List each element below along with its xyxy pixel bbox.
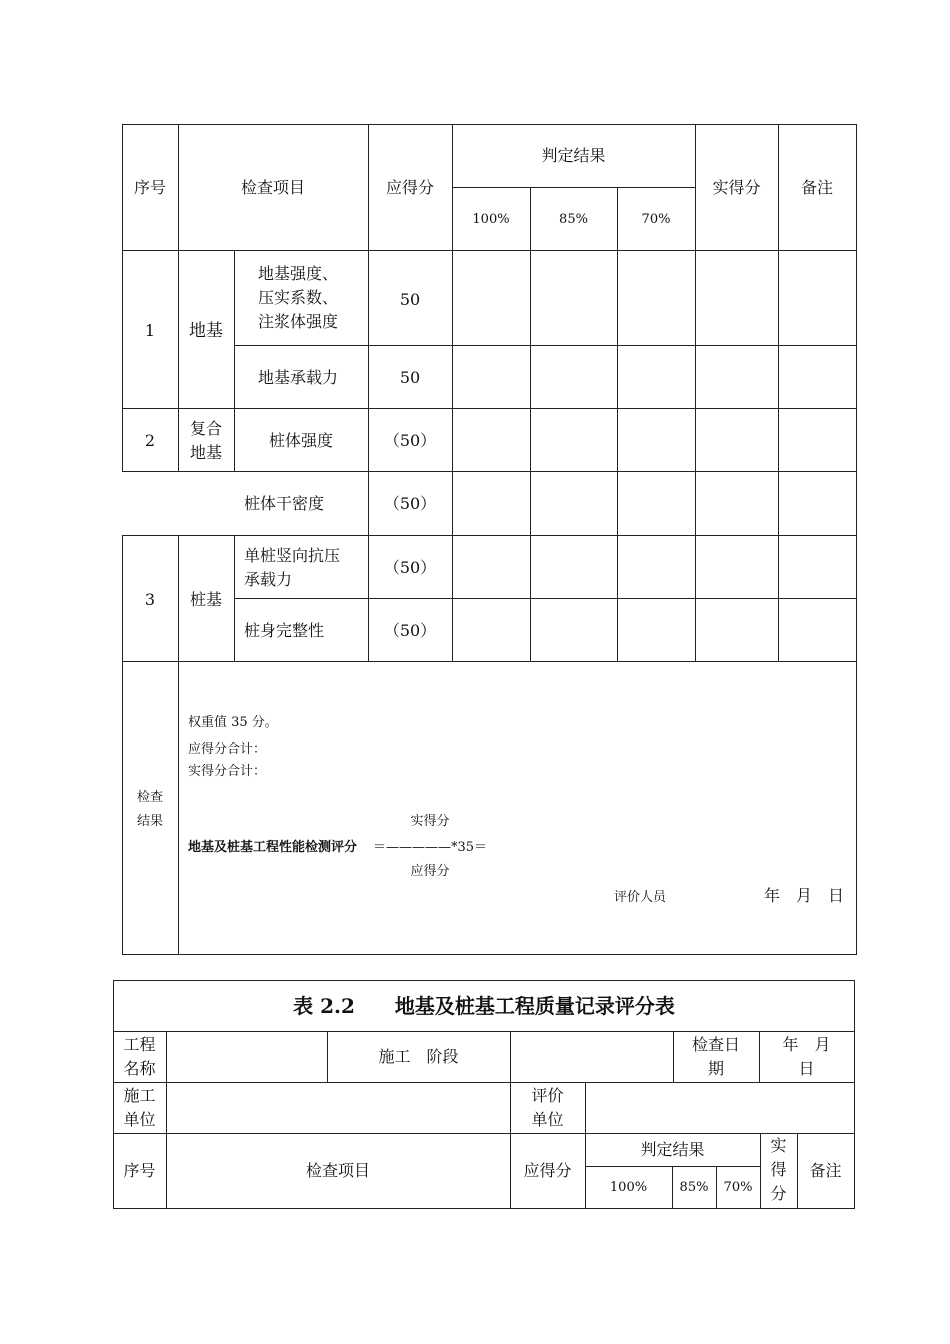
header-actual-score: 实得分 [712,178,761,197]
table-2-header-check-item: 检查项目 [305,1161,370,1180]
result-label: 检查 结果 [136,790,163,829]
score-foundation-capacity: 50 [399,368,421,387]
table-2-header-pct-100: 100% [609,1180,648,1195]
header-remark: 备注 [800,178,833,197]
category-pile-foundation: 桩基 [189,590,222,609]
formula-numerator: 实得分 [410,814,450,829]
weight-text: 权重值 35 分。 [188,715,278,730]
header-pct-70: 70% [641,212,671,227]
formula-expression: ＝—————*35＝ [373,840,488,855]
item-pile-strength: 桩体强度 [268,431,333,450]
item-foundation-strength: 地基强度、 压实系数、 注浆体强度 [258,264,339,331]
check-date-label: 检查日 期 [691,1035,740,1078]
table-2-header-remark: 备注 [809,1161,842,1180]
evaluator-label: 评价人员 [614,890,667,905]
formula-denominator: 应得分 [410,864,450,879]
category-composite-foundation: 复合 地基 [189,419,222,462]
table-2-title: 表 2.2 地基及桩基工程质量记录评分表 [293,994,675,1018]
score-foundation-strength: 50 [399,290,421,309]
table-2-header-seq: 序号 [123,1161,156,1180]
item-foundation-capacity: 地基承载力 [258,368,339,387]
header-check-item: 检查项目 [240,178,305,197]
construction-stage-label: 施工 阶段 [378,1047,459,1066]
check-date-value: 年 月 日 [782,1035,831,1078]
header-pct-85: 85% [559,212,588,227]
header-seq: 序号 [133,178,166,197]
table-2-header-pct-70: 70% [723,1180,753,1195]
header-pct-100: 100% [472,212,510,227]
due-total-text: 应得分合计： [188,742,267,757]
score-pile-integrity: （50） [383,621,437,640]
row-seq-2: 2 [144,431,156,450]
evaluation-unit-label: 评价 单位 [531,1086,564,1129]
item-pile-integrity: 桩身完整性 [244,621,325,640]
table-2-header-judge-result: 判定结果 [640,1140,705,1159]
score-single-pile-capacity: （50） [383,558,437,577]
actual-total-text: 实得分合计： [188,764,267,779]
score-pile-dry-density: （50） [383,494,437,513]
project-name-label: 工程 名称 [123,1035,156,1078]
table-2-header-pct-85: 85% [679,1180,709,1195]
table-2-header-actual-score: 实 得 分 [770,1136,787,1203]
evaluation-date: 年 月 日 [764,886,845,905]
formula-label: 地基及桩基工程性能检测评分 [188,840,358,855]
header-judge-result: 判定结果 [541,146,606,165]
score-pile-strength: （50） [383,431,437,450]
category-foundation: 地基 [189,321,223,341]
table-2-header-due-score: 应得分 [523,1161,572,1180]
row-seq-3: 3 [144,590,156,609]
item-pile-dry-density: 桩体干密度 [244,494,325,513]
item-single-pile-capacity: 单桩竖向抗压 承载力 [244,546,341,589]
construction-unit-label: 施工 单位 [123,1086,156,1129]
header-due-score: 应得分 [385,178,434,197]
row-seq-1: 1 [144,321,156,340]
